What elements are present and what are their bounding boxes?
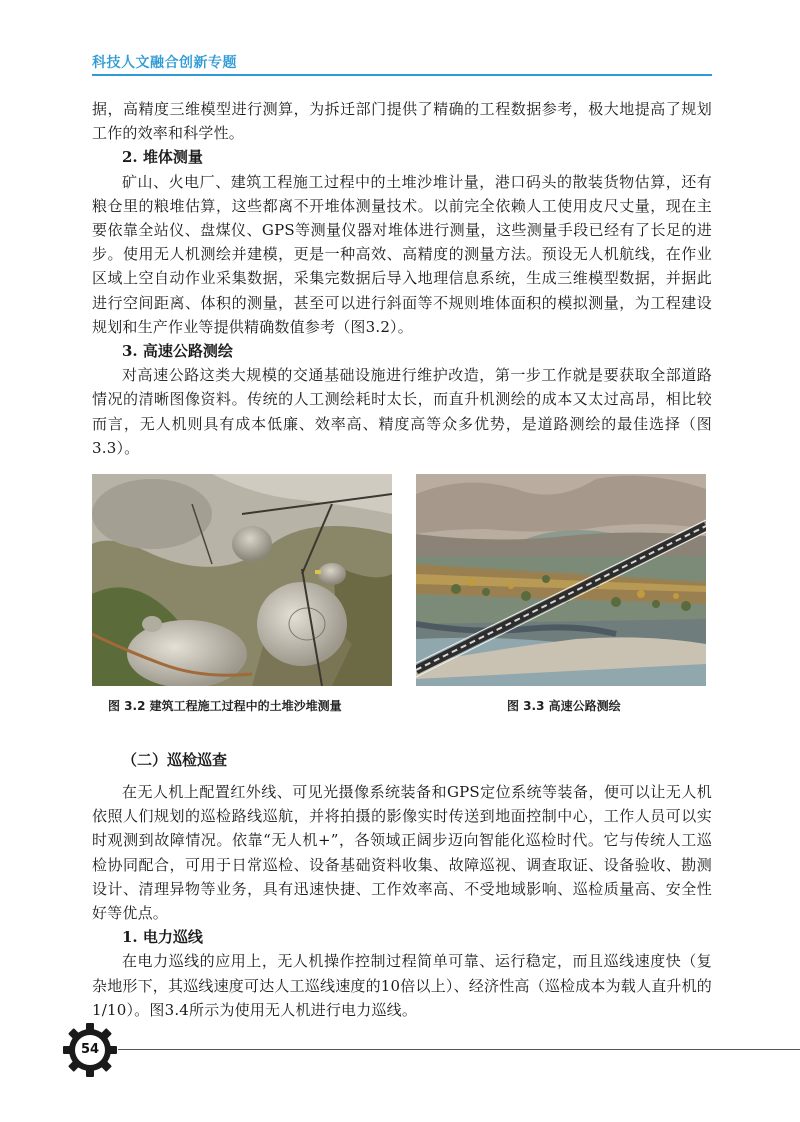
top-text-block	[92, 97, 712, 460]
continuation-paragraph: 据，高精度三维模型进行测算，为拆迁部门提供了精确的工程数据参考，极大地提高了规划工作的效率和科学性。	[92, 100, 712, 143]
figure-3-2-caption: 图 3.2 建筑工程施工过程中的土堆沙堆测量	[108, 699, 342, 713]
figure-3-3-photo	[416, 474, 706, 686]
item2-paragraph: 矿山、火电厂、建筑工程施工过程中的土堆沙堆计量，港口码头的散装货物估算，还有粮仓里的粮堆估算，这些都离不开堆体测量技术。以前完全依赖人工使用皮尺丈量，现在主要依靠全站仪、盘煤仪、GPS等测量仪器对堆体进行测量，这些测量手段已经有了长足的进步。使用无人机测绘并建模，更是一种高效、高精度的测量方法。预设无人机航线，在作业区域上空自动作业采集数据，采集完数据后导入地理信息系统，生成三维模型数据，并据此进行空间距离、体积的测量，甚至可以进行斜面等不规则堆体面积的模拟测量，为工程建设规划和生产作业等提供精确数值参考（图3.2）。	[92, 172, 712, 336]
bottom-text-block	[92, 748, 712, 1022]
item2-heading: 2. 堆体测量	[122, 148, 203, 167]
item3-heading: 3. 高速公路测绘	[122, 342, 233, 361]
running-header-title: 科技人文融合创新专题	[92, 55, 237, 71]
footer-rule	[118, 1049, 800, 1050]
section-heading: （二）巡检巡查	[122, 751, 228, 769]
header-rule	[92, 74, 712, 76]
section-paragraph: 在无人机上配置红外线、可见光摄像系统装备和GPS定位系统等装备，便可以让无人机依照人们规划的巡检路线巡航，并将拍摄的影像实时传送到地面控制中心，工作人员可以实时观测到故障情况。依靠“无人机+”，各领域正阔步迈向智能化巡检时代。它与传统人工巡检协同配合，可用于日常巡检、设备基础资料收集、故障巡视、调查取证、设备验收、勘测设计、清理异物等业务，具有迅速快捷、工作效率高、不受地域影响、巡检质量高、安全性好等优点。	[92, 783, 712, 923]
figure-3-3-caption: 图 3.3 高速公路测绘	[507, 699, 621, 713]
item1-paragraph: 在电力巡线的应用上，无人机操作控制过程简单可靠、运行稳定，而且巡线速度快（复杂地形下，其巡线速度可达人工巡线速度的10倍以上）、经济性高（巡检成本为载人直升机的1/10）。图3.4所示为使用无人机进行电力巡线。	[92, 952, 712, 1019]
item3-paragraph: 对高速公路这类大规模的交通基础设施进行维护改造，第一步工作就是要获取全部道路情况的清晰图像资料。传统的人工测绘耗时太长，而直升机测绘的成本又太过高昂，相比较而言，无人机则具有成本低廉、效率高、精度高等众多优势，是道路测绘的最佳选择（图3.3）。	[92, 366, 712, 457]
item1-heading: 1. 电力巡线	[122, 928, 203, 947]
figure-3-2-photo	[92, 474, 392, 686]
page-number: 54	[80, 1042, 100, 1057]
